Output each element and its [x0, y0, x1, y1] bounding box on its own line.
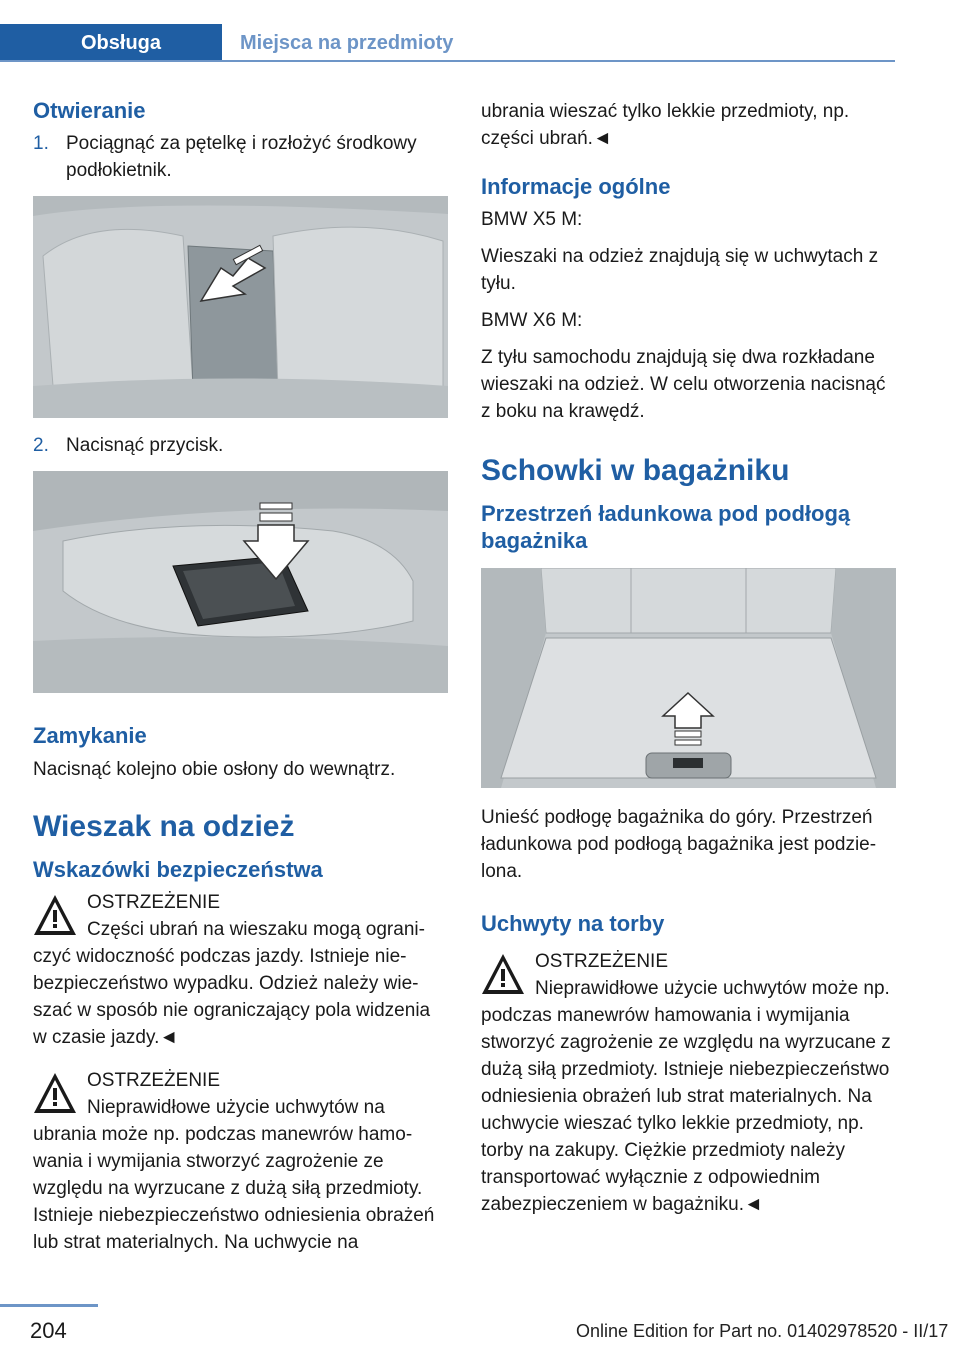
warning-triangle-icon [33, 1071, 77, 1115]
header-rule [0, 60, 895, 62]
warning-1-text: Części ubrań na wieszaku mogą ograniczyć widoczność podczas jazdy. Istnieje niebezpieczeństwo wypadku. Odzież należy wieszać w sposób nie ograniczający pola widzenia w czasie jazdy.◄ [33, 919, 431, 1049]
step-1 [33, 130, 448, 184]
tab-obsluga[interactable]: Obsługa [0, 24, 222, 62]
edition-note: Online Edition for Part no. 01402978520 - II/17 [576, 1321, 949, 1341]
x5-text: Wieszaki na odzież znajdują się w uchwytach z tyłu. [481, 246, 879, 295]
continued-text: ubrania wieszać tylko lekkie przedmioty, np. części ubrań.◄ [481, 101, 850, 149]
footer-rule [0, 1304, 98, 1307]
warning-2 [33, 1067, 448, 1256]
floor-text: Unieść podłogę bagażnika do góry. Przestrzeń ładunkowa pod podłogą bagażnika jest podzielona. [481, 807, 877, 883]
section-title-wieszak: Wieszak na odzież [33, 809, 295, 843]
warning-1 [33, 889, 448, 1051]
step-2-number: 2. [33, 435, 49, 457]
step-1-number: 1. [33, 133, 49, 155]
warning-3-title: OSTRZEŻENIE [535, 950, 669, 972]
header-tabbar [0, 24, 895, 62]
x6-label: BMW X6 M: [481, 310, 583, 332]
button-figure [33, 471, 448, 693]
left-column [33, 98, 448, 1272]
tab-miejsca[interactable]: Miejsca na przedmioty [240, 32, 454, 54]
warning-triangle-icon [33, 893, 77, 937]
step-1-text: Pociągnąć za pętelkę i rozłożyć środkowy podłokietnik. [66, 133, 417, 182]
floor-heading: Przestrzeń ładunkowa pod podłogą bagażnika [481, 501, 851, 553]
bag-holder-heading: Uchwyty na torby [481, 911, 665, 937]
cargo-floor-figure [481, 568, 896, 788]
warning-2-title: OSTRZEŻENIE [87, 1070, 221, 1092]
close-heading: Zamykanie [33, 723, 147, 749]
warning-1-title: OSTRZEŻENIE [87, 892, 221, 914]
armrest-figure [33, 196, 448, 418]
step-2-text: Nacisnąć przycisk. [66, 435, 224, 457]
warning-3-text: Nieprawidłowe użycie uchwytów może np. podczas manewrów hamowania i wymijania stworzyć zagrożenie ze względu na wyrzucane z dużą siłą przedmioty. Istnieje niebezpieczeństwo odniesienia obrażeń lub strat materialnych. Na uchwycie wieszać tylko lekkie przedmioty, np. torby na zakupy. Ciężkie przedmioty należy transportować wyłącznie z odpowiednim zabezpieczeniem w bagażniku.◄ [481, 977, 891, 1215]
right-column [481, 98, 896, 1234]
step-2 [33, 432, 448, 459]
x5-label: BMW X5 M: [481, 209, 583, 231]
general-heading: Informacje ogólne [481, 174, 671, 199]
warning-triangle-icon [481, 952, 525, 996]
section-title-schowki: Schowki w bagażniku [481, 454, 790, 488]
warning-2-text: Nieprawidłowe użycie uchwytów na ubrania może np. podczas manewrów hamowania i wymijania stworzyć zagrożenie ze względu na wyrzucane z dużą siłą przedmioty. Istnieje niebezpieczeństwo odniesienia obrażeń lub strat materialnych. Na uchwycie na [33, 1097, 435, 1254]
page-number: 204 [30, 1318, 67, 1343]
warning-3 [481, 948, 896, 1218]
open-heading: Otwieranie [33, 98, 146, 123]
close-text: Nacisnąć kolejno obie osłony do wewnątrz. [33, 758, 396, 780]
x6-text: Z tyłu samochodu znajdują się dwa rozkładane wieszaki na odzież. W celu otworzenia nacisnąć z boku na krawędź. [481, 347, 886, 423]
safety-heading: Wskazówki bezpieczeństwa [33, 856, 323, 882]
